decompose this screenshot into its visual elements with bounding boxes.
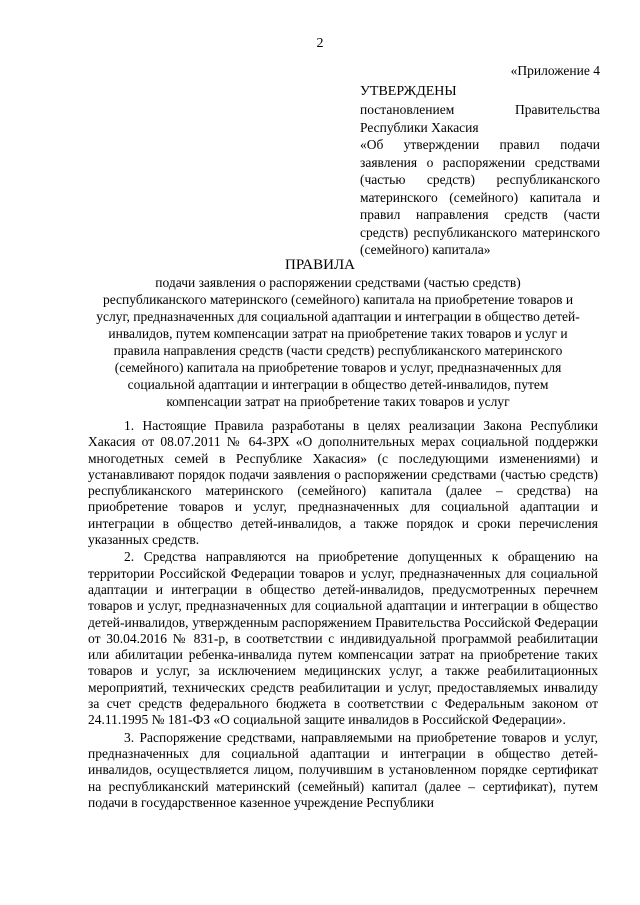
government-word: Правительства: [515, 102, 600, 117]
decree-title: «Об утверждении правил подачи заявления о распоряжении средствами (частью средств) республиканского материнского (семейного) капитала и правил направления средств (части средств) республиканского материнского (семейного) капитала»: [360, 137, 600, 257]
decree-word: постановлением: [360, 102, 455, 117]
document-body: [88, 418, 598, 812]
page-number: 2: [316, 36, 324, 51]
rules-title: ПРАВИЛА: [285, 257, 355, 273]
subtitle-line: компенсации затрат на приобретение таких товаров и услуг: [166, 394, 510, 409]
decree-line: [360, 101, 600, 119]
annex-label: «Приложение 4: [510, 63, 600, 78]
rules-subtitle: [88, 274, 588, 410]
subtitle-line: услуг, предназначенных для социальной адаптации и интеграции в общество детей-: [96, 309, 580, 324]
subtitle-line: подачи заявления о распоряжении средствами (частью средств): [155, 275, 521, 290]
subtitle-line: инвалидов, путем компенсации затрат на приобретение таких товаров и услуг и: [108, 326, 568, 341]
subtitle-line: республиканского материнского (семейного) капитала на приобретение товаров и: [102, 292, 574, 307]
paragraph-1: 1. Настоящие Правила разработаны в целях реализации Закона Республики Хакасия от 08.07.2011 № 64-ЗРХ «О дополнительных мерах социальной поддержки многодетных семей в Республике Хакасия» (с последующими изменениями) и устанавливают порядок подачи заявления о распоряжении средствами (частью средств) республиканского материнского (семейного) капитала (далее – средства) на приобретение товаров и услуг, предназначенных для социальной адаптации и интеграции в общество детей-инвалидов, а также порядок и сроки перечисления указанных средств.: [88, 418, 598, 548]
subtitle-line: (семейного) капитала на приобретение товаров и услуг, предназначенных для: [114, 360, 562, 375]
annex-approval-block: [360, 62, 600, 259]
subtitle-line: социальной адаптации и интеграции в общество детей-инвалидов, путем: [127, 377, 549, 392]
paragraph-2: 2. Средства направляются на приобретение допущенных к обращению на территории Российской Федерации товаров и услуг, предназначенных для социальной адаптации и интеграции в общество детей-инвалидов, предусмотренных перечнем товаров и услуг, предназначенных для социальной адаптации и интеграции в общество детей-инвалидов, утвержденным распоряжением Правительства Российской Федерации от 30.04.2016 № 831-р, в соответствии с индивидуальной программой реабилитации или абилитации ребенка-инвалида путем компенсации затрат на приобретение таких товаров и услуг, за исключением медицинских услуг, а также реабилитационных мероприятий, технических средств реабилитации и услуг, предоставляемых инвалиду за счет средств федерального бюджета в соответствии с Федеральным законом от 24.11.1995 № 181-ФЗ «О социальной защите инвалидов в Российской Федерации».: [88, 549, 598, 728]
approved-heading: УТВЕРЖДЕНЫ: [360, 83, 457, 99]
republic-name: Республики Хакасия: [360, 119, 479, 135]
paragraph-3: 3. Распоряжение средствами, направляемыми на приобретение товаров и услуг, предназначенных для социальной адаптации и интеграции в общество детей-инвалидов, осуществляется лицом, получившим в установленном порядке сертификат на республиканский материнский (семейный) капитал (далее – сертификат), путем подачи в государственное казенное учреждение Республики: [88, 729, 598, 810]
subtitle-line: правила направления средств (части средств) республиканского материнского: [113, 343, 563, 358]
